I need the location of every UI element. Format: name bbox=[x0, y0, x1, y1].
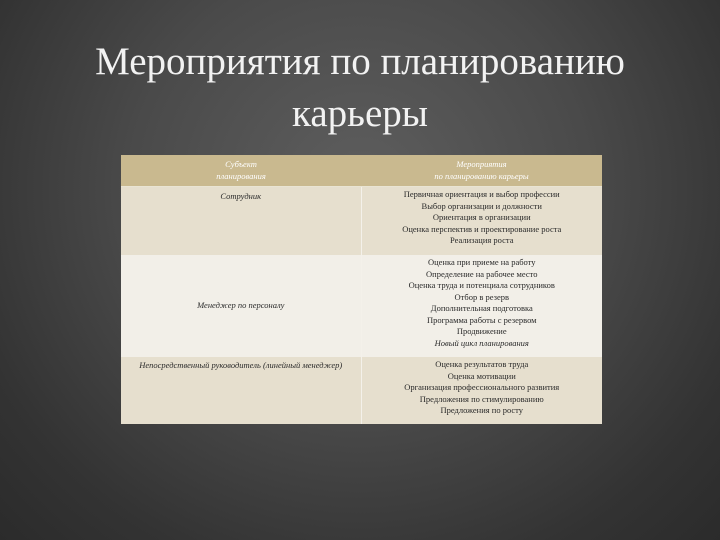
table-row bbox=[121, 187, 602, 256]
activities-cell bbox=[361, 357, 602, 424]
header-subject-line-2: планирования bbox=[216, 170, 266, 181]
activity-item: Оценка результатов труда bbox=[435, 359, 529, 369]
header-activities-line-1: Мероприятия bbox=[456, 159, 507, 169]
activities-cell bbox=[361, 187, 602, 256]
activity-item: Организация профессионального развития bbox=[404, 382, 560, 392]
activity-item: Оценка мотивации bbox=[447, 370, 516, 381]
header-subject bbox=[121, 155, 361, 187]
activity-item: Продвижение bbox=[456, 326, 507, 336]
activity-item: Отбор в резерв bbox=[454, 291, 509, 302]
table-row bbox=[121, 357, 602, 424]
activity-item: Определение на рабочее место bbox=[426, 268, 538, 279]
header-activities bbox=[361, 155, 602, 187]
subject-cell: Менеджер по персоналу bbox=[121, 255, 361, 357]
table-row bbox=[121, 255, 602, 357]
activity-item: Выбор организации и должности bbox=[421, 200, 542, 211]
slide-title bbox=[0, 36, 720, 140]
activity-item: Реализация роста bbox=[450, 235, 514, 245]
slide-title-line-2: карьеры bbox=[292, 92, 428, 135]
table-header-row bbox=[121, 155, 602, 187]
activity-item: Программа работы с резервом bbox=[426, 314, 537, 325]
subject-cell: Непосредственный руководитель (линейный менеджер) bbox=[121, 357, 361, 424]
activity-item: Новый цикл планирования bbox=[434, 337, 529, 348]
activities-cell bbox=[361, 255, 602, 357]
activity-item: Оценка перспектив и проектирование роста bbox=[402, 223, 562, 234]
activity-item: Дополнительная подготовка bbox=[430, 303, 533, 313]
slide-title-line-1: Мероприятия по планированию bbox=[95, 40, 625, 83]
activity-item: Первичная ориентация и выбор профессии bbox=[403, 189, 560, 199]
header-subject-line-1: Субъект bbox=[225, 159, 257, 169]
activity-item: Предложения по стимулированию bbox=[419, 393, 544, 404]
career-planning-table bbox=[121, 155, 602, 424]
activity-item: Оценка труда и потенциала сотрудников bbox=[408, 280, 555, 290]
subject-cell: Сотрудник bbox=[121, 187, 361, 256]
header-activities-line-2: по планированию карьеры bbox=[434, 170, 529, 181]
activity-item: Предложения по росту bbox=[440, 405, 524, 415]
activity-item: Ориентация в организации bbox=[432, 212, 531, 222]
activity-item: Оценка при приеме на работу bbox=[427, 257, 536, 267]
